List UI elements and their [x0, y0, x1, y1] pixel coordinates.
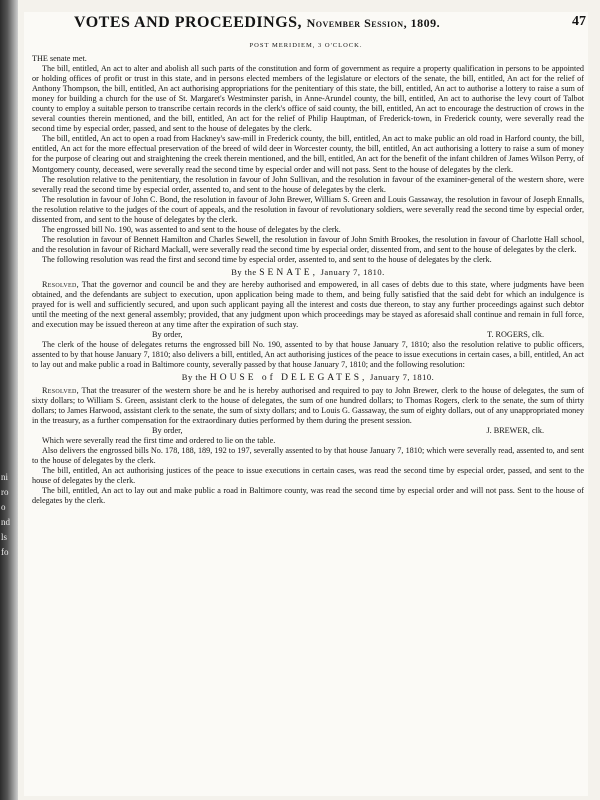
margin-fragment: fo: [1, 547, 9, 557]
margin-fragment: nd: [1, 517, 10, 527]
margin-fragment: ni: [1, 472, 9, 482]
house-heading-date: January 7, 1810.: [370, 372, 435, 383]
senate-heading-date: January 7, 1810.: [320, 266, 385, 277]
house-heading: [32, 372, 584, 383]
paragraph: Also delivers the engrossed bills No. 178, 188, 189, 192 to 197, severally assented to by that house January 7, 1810; which were severally read, assented to, and sent to the house of delegates by the clerk.: [32, 445, 584, 465]
senate-heading: [32, 267, 584, 278]
senate-heading-name: SENATE,: [259, 267, 318, 278]
signature-by-order: By order,: [152, 425, 183, 435]
session-subhead: POST MERIDIEM, 3 O'CLOCK.: [249, 42, 363, 49]
resolution: [32, 280, 584, 330]
resolved-label: Resolved,: [42, 385, 79, 395]
signature: [32, 426, 584, 436]
resolution-text: That the governor and council be and they are hereby authorised and empowered, in all cases of debts due to this state, where judgments have been obtained, and the defendants are subject to execution, upon application being made to them, and being fully satisfied that the said debt for which an indulgence is prayed for is well and sufficiently secured, and upon such applicant paying all the interest and costs due thereon, to stay any further proceedings against such debtor until the meeting of the next general assembly; provided, that any judgment upon which proceedings may be stayed as aforesaid shall continue and remain in full force, and execution may be issued thereon at any time after the expiration of such stay.: [32, 280, 585, 330]
margin-fragment: ls: [1, 532, 8, 542]
paragraph: The bill, entitled, An act to open a road from Hackney's saw-mill in Frederick county, the bill, entitled, An act to make public an old road in Harford county, the bill, entitled, An act for the more effectual preservation of the breed of wild deer in Worcester county, the bill, entitled, An act authorising a lottery to raise a sum of money for the purpose of clearing out and straightening the creek therein mentioned, and the bill, entitled, An act for the benefit of the infant children of James Wilson Perry, of Montgomery county, deceased, were severally read the second time by especial order and will not pass. Sent to the house of delegates by the clerk.: [32, 134, 584, 174]
house-heading-by: By the: [181, 372, 208, 383]
signature-by-order: By order,: [152, 330, 183, 340]
running-head: [74, 14, 440, 32]
paragraph: The following resolution was read the first and second time by especial order, assented to, and sent to the house of delegates by the clerk.: [42, 254, 492, 264]
signature: [32, 330, 584, 340]
margin-fragments: [1, 470, 19, 560]
page-number: 47: [572, 14, 586, 29]
page-header: [24, 12, 588, 42]
document-page: [24, 12, 588, 796]
paragraph: The bill, entitled, An act to alter and abolish all such parts of the constitution and form of government as require a property qualification in persons to be appointed or holding offices of profit or trust in this state, and in persons elected members of the legislature or electors of the senate, the bill, entitled, An act for the relief of Anthony Thompson, the bill, entitled, An act authorising appropriations for the penitentiary of this state, the bill, entitled, An act to authorise a lottery to raise a sum of money for building a church for the use of St. Margaret's Westminster parish, in Anne-Arundel county, the bill, entitled, An act to authorise the levy court of Talbot county to employ a suitable person to transcribe certain records in the clerk's office of said county, the bill, entitled, An act to encourage the destruction of crows in the several counties therein mentioned, and the bill, entitled, An act for the relief of Philip Hauptman, of Frederick-town, in Frederick county, were severally read the second time by especial order, passed, and sent to the house of delegates by the clerk.: [32, 64, 584, 134]
proceedings-text: [32, 54, 584, 506]
house-heading-name: HOUSE of DELEGATES,: [209, 373, 368, 384]
paragraph: The resolution in favour of Bennett Hamilton and Charles Sewell, the resolution in favour of John Smith Brookes, the resolution in favour of Charlotte Hall school, and the resolution in favour of Richard Mackall, were severally read the second time by especial order, dissented from, and sent to the house of delegates by the clerk.: [32, 234, 584, 254]
paragraph: The engrossed bill No. 190, was assented to and sent to the house of delegates by the clerk.: [42, 224, 341, 234]
margin-fragment: o: [1, 502, 6, 512]
paragraph: The clerk of the house of delegates returns the engrossed bill No. 190, assented to by that house January 7, 1810; also the resolution relative to public officers, assented to by that house January 7, 1810; also delivers a bill, entitled, An act authorising justices of the peace to issue executions in certain cases, a bill, entitled, An act to lay out and make public a road in Baltimore county, severally passed by that house January 7, 1810; and the following resolution:: [32, 340, 584, 370]
margin-fragment: ro: [1, 487, 9, 497]
resolution: [32, 386, 584, 426]
signature-name: T. ROGERS, clk.: [487, 330, 544, 340]
running-head-session: November Session, 1809.: [306, 16, 441, 30]
running-head-title: VOTES AND PROCEEDINGS,: [74, 14, 303, 31]
senate-heading-by: By the: [231, 266, 257, 277]
paragraph: Which were severally read the first time and ordered to lie on the table.: [42, 435, 276, 445]
signature-name: J. BREWER, clk.: [486, 425, 544, 435]
paragraph: THE senate met.: [32, 54, 87, 63]
paragraph: The resolution in favour of John C. Bond, the resolution in favour of John Brewer, William S. Green and Louis Gassaway, the resolution in favour of Joseph Ennalls, the resolution relative to the judges of the court of appeals, and the resolution in favour of revolutionary soldiers, were severally read the second time by especial order, dissented from, and sent to the house of delegates by the clerk.: [32, 194, 584, 224]
paragraph: The bill, entitled, An act authorising justices of the peace to issue executions in certain cases, was read the second time by especial order, passed, and sent to the house of delegates by the clerk.: [32, 465, 584, 485]
paragraph: The bill, entitled, An act to lay out and make public a road in Baltimore county, was read the second time by especial order and will not pass. Sent to the house of delegates by the clerk.: [32, 485, 584, 506]
resolution-text: That the treasurer of the western shore be and he is hereby authorised and required to pay to John Brewer, clerk to the house of delegates, the sum of sixty dollars; to William S. Green, assistant clerk to the house of delegates, the sum of one hundred dollars; to Thomas Rogers, clerk to the senate, the sum of thirty dollars; to James Harwood, assistant clerk to the senate, the sum of sixty dollars; and to Louis G. Gassaway, the sum of eighty dollars, out of any unappropriated money in the treasury, as a further compensation for the extraordinary duties performed by them during the present session.: [32, 385, 584, 425]
paragraph: The resolution relative to the penitentiary, the resolution in favour of John Sullivan, and the resolution in favour of the examiner-general of the western shore, were severally read the second time by especial order, assented to, and sent to the house of delegates by the clerk.: [32, 174, 584, 194]
resolved-label: Resolved,: [42, 280, 79, 290]
binding-edge: [0, 0, 18, 800]
